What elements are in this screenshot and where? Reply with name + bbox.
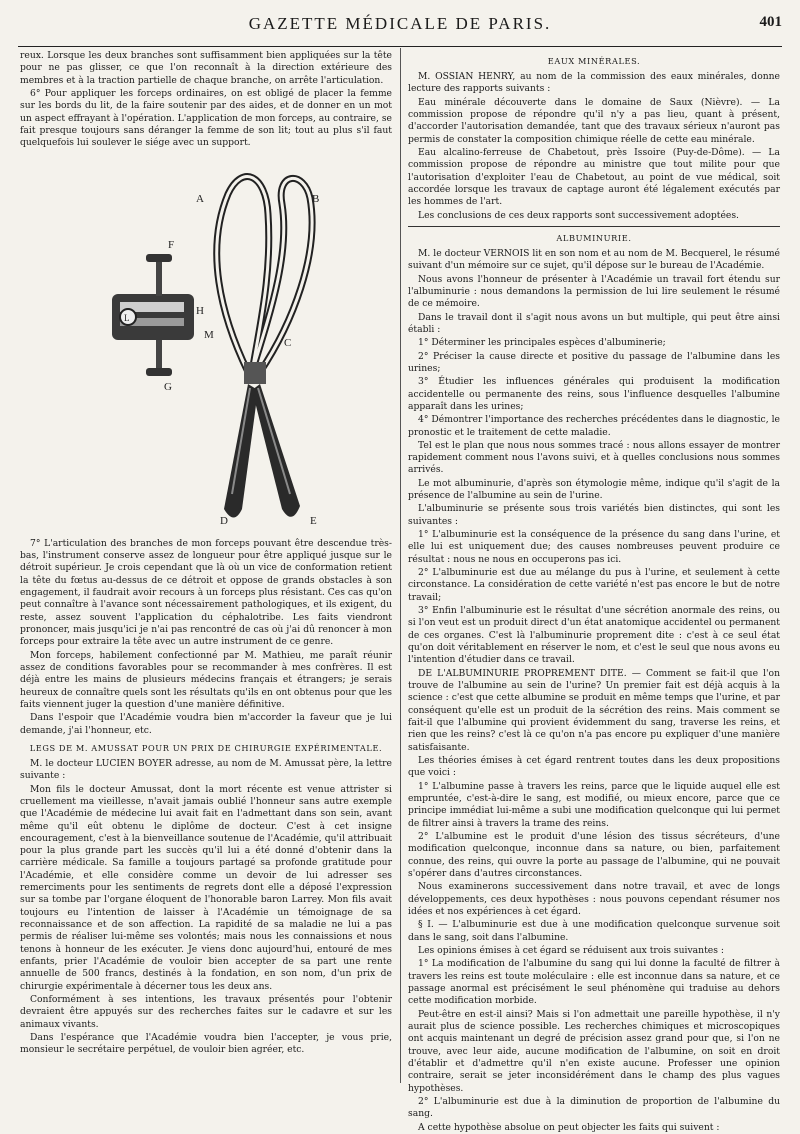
paragraph: Dans le travail dont il s'agit nous avons un but multiple, qui peut être ainsi établi : xyxy=(408,311,780,335)
forceps-branches xyxy=(217,176,312,371)
figure-label-d: D xyxy=(220,514,228,527)
paragraph: Le mot albuminurie, d'après son étymologie même, indique qu'il s'agit de la présence de l'albumine au sein de l'urine. xyxy=(408,477,780,502)
figure-label-g: G xyxy=(164,380,172,393)
paragraph: 2° L'albumine est le produit d'une lésion des tissus sécréteurs, d'une modification quelconque, inconnue dans sa nature, ou bien, parfaitement connue, des reins, qui ouvre la porte au passage de l'albumine, qui ne pouvait s'opérer dans d'autres circonstances. xyxy=(408,831,780,879)
paragraph: Eau minérale découverte dans le domaine de Saux (Nièvre). — La commission propose de répondre qu'il n'y a pas lieu, quant à présent, d'accorder l'autorisation demandée, tant que des travaux sérieux n'auront pas permis de constater la composition chimique réelle de cette eau minérale. xyxy=(408,96,780,145)
paragraph: Eau alcalino-ferreuse de Chabetout, près Issoire (Puy-de-Dôme). — La commission propose de répondre au ministre que tout milite pour que l'autorisation d'exploiter l'eau de Chabetout, au point de vue médical, soit accordée lorsque les travaux de captage auront été légalement exécutés par les hommes de l'art. xyxy=(408,146,780,208)
paragraph: Mon fils le docteur Amussat, dont la mort récente est venue attrister si cruellement ma vieillesse, n'avait jamais oublié l'honneur sans autre exemple que l'Académie de médecine lui avait fait en l'admettant dans son sein, avant même qu'il eût obtenu le diplôme de docteur. C'est à cet insigne encouragement, c'est à la bienveillance soutenue de l'Académie, qu'il attribuait pour la plus grande part les succès qu'il lui a été donné d'obtenir dans la carrière médicale. Sa famille a toujours partagé sa profonde gratitude pour l'Académie, et elle considère comme un devoir de lui adresser ses remerciments pour les sentiments de regrets dont elle a déposé l'expression sur sa tombe par l'organe éloquent de l'honorable baron Larrey. Mon fils avait toujours eu l'intention de laisser à l'Académie un témoignage de sa reconnaissance et de son affection. La rapidité de sa maladie ne lui a pas permis de réaliser lui-même ses volontés; mais nous les connaissions et nous tenons à honneur de les exécuter. Je viens donc aujourd'hui, entouré de mes enfants, prier l'Académie de vouloir bien accepter de sa part une rente annuelle de 500 francs, destinés à la fondation, en son nom, d'un prix de chirurgie expérimentale à décerner tous les deux ans. xyxy=(20,783,392,992)
paragraph: M. OSSIAN HENRY, au nom de la commission des eaux minérales, donne lecture des rapports suivants : xyxy=(408,70,780,95)
paragraph: 7° L'articulation des branches de mon forceps pouvant être descendue très-bas, l'instrument conserve assez de longueur pour être appliqué jusque sur le détroit supérieur. Je crois cependant que là où un vice de conformation retient la tête du fœtus au-dessus de ce détroit et oppose de grands obstacles à son engagement, il faudrait avoir recours à un forceps plus résistant. Ces cas qu'on peut connaître à l'avance sont nécessairement pathologiques, et ils exigent, du reste, assez souvent l'application du céphalotribe. Les faits viendront prononcer, mais jusqu'ici je n'ai pas rencontré de cas où j'ai dû renoncer à mon forceps pour extraire la tête avec un autre instrument de ce genre. xyxy=(20,537,392,648)
paragraph: Les théories émises à cet égard rentrent toutes dans les deux propositions que voici : xyxy=(408,755,780,779)
paragraph: Conformément à ses intentions, les travaux présentés pour l'obtenir devraient être appuyés sur des recherches faites sur le cadavre et sur les animaux vivants. xyxy=(20,994,392,1030)
paragraph: A cette hypothèse absolue on peut objecter les faits qui suivent : xyxy=(418,1121,720,1133)
articulation-lock xyxy=(244,362,266,384)
right-column xyxy=(408,50,780,1133)
paragraph: Dans l'espérance que l'Académie voudra bien l'accepter, je vous prie, monsieur le secrétaire perpétuel, de vouloir bien agréer, etc. xyxy=(20,1032,392,1056)
page-number: 401 xyxy=(759,14,782,30)
paragraph: 2° L'albuminurie est due à la diminution de proportion de l'albumine du sang. xyxy=(408,1095,780,1120)
section-heading-legs: LEGS DE M. AMUSSAT POUR UN PRIX DE CHIRURGIE EXPÉRIMENTALE. xyxy=(29,742,383,753)
paragraph: M. le docteur VERNOIS lit en son nom et au nom de M. Becquerel, le résumé suivant d'un mémoire sur ce sujet, qu'il dépose sur le bureau de l'Académie. xyxy=(408,247,780,272)
section-rule xyxy=(408,226,780,227)
paragraph: 2° L'albuminurie est due au mélange du pus à l'urine, et seulement à cette circonstance. La considération de cette variété n'est pas encore le but de notre travail; xyxy=(408,567,780,603)
paragraph: 2° Préciser la cause directe et positive du passage de l'albumine dans les urines; xyxy=(408,350,780,374)
figure-label-h: H xyxy=(196,304,204,317)
forceps-drawing xyxy=(20,154,392,534)
paragraph: 1° La modification de l'albumine du sang qui lui donne la faculté de filtrer à travers les reins est toute moléculaire : elle est inconnue dans sa nature, et ce passage anormal est précisément le seul phénomène qui traduise au dehors cette modification morbide. xyxy=(408,958,780,1007)
paragraph: 1° L'albuminurie est la conséquence de la présence du sang dans l'urine, et elle lui est uniquement due; des causes nombreuses peuvent produire ce résultat : nous ne nous en occuperons pas ici. xyxy=(408,529,780,565)
paragraph: Tel est le plan que nous nous sommes tracé : nous allons essayer de montrer rapidement comment nous l'avons suivi, et à quelles conclusions nous sommes arrivés. xyxy=(408,439,780,476)
figure-label-f: F xyxy=(168,238,175,251)
figure-label-m: M xyxy=(204,328,214,341)
svg-text:L: L xyxy=(124,312,130,323)
paragraph: 6° Pour appliquer les forceps ordinaires, on est obligé de placer la femme sur les bords du lit, de la faire soutenir par des aides, et de donner en un mot un aspect effrayant à l'opération. L'application de mon forceps, au contraire, se fait presque toujours sans déranger la femme de son lit; tout au plus s'il faut quelquefois lui soulever le siége avec un support. xyxy=(20,87,392,149)
paragraph: Les opinions émises à cet égard se réduisent aux trois suivantes : xyxy=(418,944,724,956)
left-column xyxy=(20,50,392,1090)
paragraph: Dans l'espoir que l'Académie voudra bien m'accorder la faveur que je lui demande, j'ai l'honneur, etc. xyxy=(20,712,392,736)
figure-label-a: A xyxy=(196,192,204,205)
paragraph: 1° L'albumine passe à travers les reins, parce que le liquide auquel elle est empruntée, c'est-à-dire le sang, est modifié, ou mieux encore, parce que ce principe immédiat lui-même a subi une modification quelconque qui lui permet de filtrer ainsi à travers la trame des reins. xyxy=(408,780,780,829)
figure-label-c: C xyxy=(284,336,292,349)
forceps-handles xyxy=(224,384,300,518)
journal-title: GAZETTE MÉDICALE DE PARIS. xyxy=(248,14,552,33)
page-header xyxy=(18,0,782,47)
paragraph: Mon forceps, habilement confectionné par M. Mathieu, me paraît réunir assez de conditions favorables pour se recommander à mes confrères. Il est déjà entre les mains de plusieurs médecins français et étrangers; je serais heureux de connaître quels sont les résultats qu'ils en ont obtenus pour que les faits viennent juger la question d'une manière définitive. xyxy=(20,649,392,710)
paragraph: 1° Déterminer les principales espèces d'albuminerie; xyxy=(418,337,666,349)
figure-label-b: B xyxy=(312,192,320,205)
paragraph: DE L'ALBUMINURIE PROPREMENT DITE. — Comment se fait-il que l'on trouve de l'albumine au sein de l'urine? Un premier fait est déjà acquis à la science : c'est que cette albumine se produit en même temps que l'urine, et par conséquent qu'elle est un produit de la sécrétion des reins. Mais comment se fait-il que l'albumine qui provient évidemment du sang, traverse les reins, et rien que les reins? c'est là ce qu'on n'a pas encore pu expliquer d'une manière satisfaisante. xyxy=(408,667,780,753)
forceps-illustration xyxy=(20,154,392,534)
paragraph: 3° Étudier les influences générales qui produisent la modification accidentelle ou permanente des reins, sous l'influence desquelles l'albumine apparaît dans les urines; xyxy=(408,376,780,412)
paragraph: Nous avons l'honneur de présenter à l'Académie un travail fort étendu sur l'albuminurie : nous demandons la permission de lui lire seulement le résumé de ce mémoire. xyxy=(408,273,780,310)
section-heading-albuminurie: ALBUMINURIE. xyxy=(556,232,632,243)
figure-label-e: E xyxy=(310,514,317,527)
paragraph: § I. — L'albuminurie est due à une modification quelconque survenue soit dans le sang, soit dans l'albumine. xyxy=(408,919,780,943)
clamp-detail xyxy=(112,254,194,376)
paragraph: M. le docteur LUCIEN BOYER adresse, au nom de M. Amussat père, la lettre suivante : xyxy=(20,757,392,782)
paragraph: L'albuminurie se présente sous trois variétés bien distinctes, qui sont les suivantes : xyxy=(408,503,780,527)
column-divider xyxy=(400,48,401,1083)
paragraph: 3° Enfin l'albuminurie est le résultat d'une sécrétion anormale des reins, ou si l'on veut est un produit direct d'un état anatomique accidentel ou permanent de ces organes. C'est là l'albuminurie proprement dite : c'est à ce seul état qu'on doit véritablement en réserver le nom, et c'est le seul que nous avons eu l'intention d'étudier dans ce travail. xyxy=(408,605,780,666)
paragraph: Nous examinerons successivement dans notre travail, et avec de longs développements, ces deux hypothèses : nous pouvons cependant résumer nos idées et nos expériences à cet égard. xyxy=(408,881,780,917)
paragraph: Peut-être en est-il ainsi? Mais si l'on admettait une pareille hypothèse, il n'y aurait plus de science possible. Les recherches chimiques et microscopiques ont acquis maintenant un degré de précision assez grand pour que, si l'on ne trouve, avec leur aide, aucune modification de l'albumine, on soit en droit d'établir et d'admettre qu'il n'en existe aucune. Professer une opinion contraire, serait se jeter inconsidérément dans le champ des plus vagues hypothèses. xyxy=(408,1008,780,1094)
paragraph: Les conclusions de ces deux rapports sont successivement adoptées. xyxy=(418,209,739,221)
paragraph: reux. Lorsque les deux branches sont suffisamment bien appliquées sur la tête pour ne pas glisser, ce que l'on reconnaît à la direction extérieure des membres et à la traction partielle de chaque branche, on arrête l'articulation. xyxy=(20,50,392,86)
paragraph: 4° Démontrer l'importance des recherches précédentes dans le diagnostic, le pronostic et le traitement de cette maladie. xyxy=(408,414,780,438)
section-heading-eaux: EAUX MINÉRALES. xyxy=(547,56,641,66)
